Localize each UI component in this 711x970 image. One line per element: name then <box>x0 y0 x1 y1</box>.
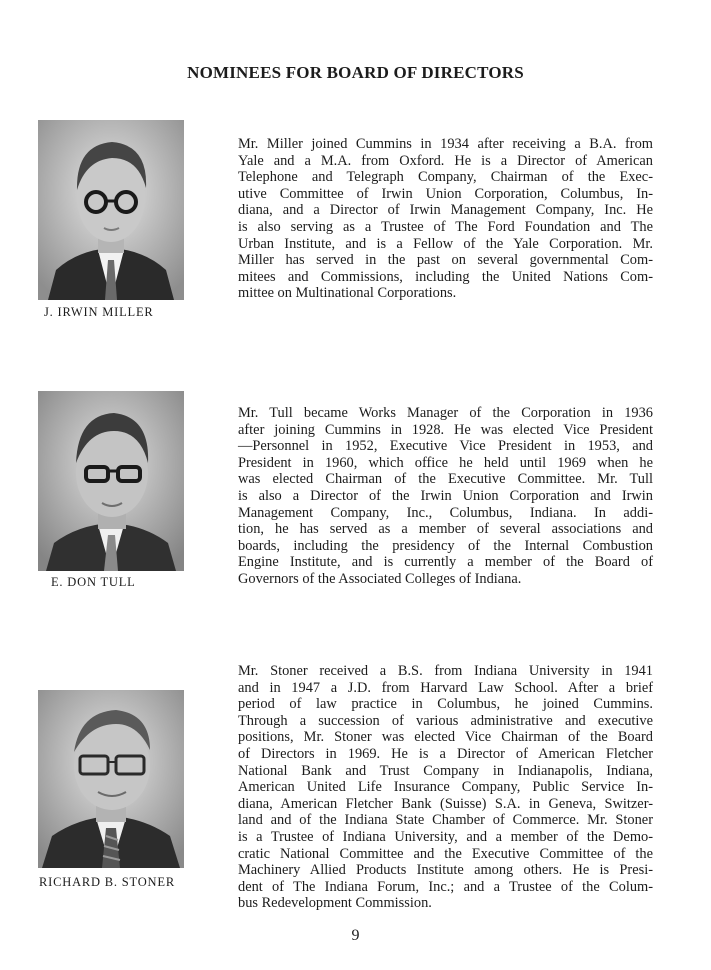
bio-line: mittee on Multinational Corporations. <box>238 285 457 302</box>
bio-line: Miller has served in the past on several governmental Com- <box>238 252 653 269</box>
bio-line: Urban Institute, and is a Fellow of the Yale Corporation. Mr. <box>238 235 653 252</box>
bio-line: Mr. Tull became Works Manager of the Corporation in 1936 <box>238 405 653 421</box>
nominee-bio <box>238 405 653 588</box>
bio-line: National Bank and Trust Company in Indianapolis, Indiana, <box>238 762 653 779</box>
portrait-photo <box>38 391 184 571</box>
page-number: 9 <box>351 927 360 944</box>
bio-line: dent of The Indiana Forum, Inc.; and a Trustee of the Colum- <box>238 878 653 895</box>
nominee-bio <box>238 663 653 912</box>
bio-line: was elected Chairman of the Executive Committee. Mr. Tull <box>238 471 653 488</box>
bio-line: diana, and a Director of Irwin Management Company, Inc. He <box>238 202 653 219</box>
page-title: NOMINEES FOR BOARD OF DIRECTORS <box>187 63 524 82</box>
nominee-bio <box>238 136 653 302</box>
bio-line: utive Committee of Irwin Union Corporation, Columbus, In- <box>238 185 653 202</box>
bio-line: Telephone and Telegraph Company, Chairman of the Exec- <box>238 169 653 186</box>
bio-line: diana, American Fletcher Bank (Suisse) S.A. in Geneva, Switzer- <box>238 795 653 812</box>
bio-line: is also serving as a Trustee of The Ford Foundation and The <box>238 218 653 235</box>
bio-line: is also a Director of the Irwin Union Corporation and Irwin <box>238 487 653 504</box>
nominee-name: E. DON TULL <box>51 575 136 589</box>
bio-line: mitees and Commissions, including the United Nations Com- <box>238 268 653 285</box>
portrait-photo-icon <box>38 391 184 571</box>
bio-line: of Directors in 1969. He is a Director of American Fletcher <box>238 745 653 762</box>
bio-line: bus Redevelopment Commission. <box>238 895 432 912</box>
bio-line: boards, including the presidency of the Internal Combustion <box>238 537 653 554</box>
nominee-name: RICHARD B. STONER <box>39 875 175 889</box>
bio-line: President in 1960, which office he held until 1969 when he <box>238 454 653 471</box>
bio-line: Through a succession of various administrative and executive <box>238 712 653 729</box>
bio-line: period of law practice in Columbus, he joined Cummins. <box>238 696 653 713</box>
bio-line: American United Life Insurance Company, Public Service In- <box>238 779 653 796</box>
portrait-photo <box>38 690 184 868</box>
bio-line: Engine Institute, and is currently a member of the Board of <box>238 554 653 571</box>
bio-line: Machinery Allied Products Institute among others. He is Presi- <box>238 862 653 879</box>
bio-line: after joining Cummins in 1928. He was elected Vice President <box>238 421 653 438</box>
bio-line: Mr. Stoner received a B.S. from Indiana University in 1941 <box>238 663 653 679</box>
bio-line: Mr. Miller joined Cummins in 1934 after receiving a B.A. from <box>238 136 653 152</box>
bio-line: Yale and a M.A. from Oxford. He is a Director of American <box>238 152 653 169</box>
bio-line: tion, he has served as a member of several associations and <box>238 521 653 538</box>
nominee-name: J. IRWIN MILLER <box>44 305 154 319</box>
bio-line: positions, Mr. Stoner was elected Vice Chairman of the Board <box>238 729 653 746</box>
bio-line: —Personnel in 1952, Executive Vice President in 1953, and <box>238 438 653 455</box>
portrait-photo-icon <box>38 120 184 300</box>
bio-line: is a Trustee of Indiana University, and a member of the Demo- <box>238 828 653 845</box>
bio-line: Governors of the Associated Colleges of Indiana. <box>238 570 522 587</box>
bio-line: and in 1947 a J.D. from Harvard Law School. After a brief <box>238 679 653 696</box>
portrait-photo-icon <box>38 690 184 868</box>
bio-line: Management Company, Inc., Columbus, Indiana. In addi- <box>238 504 653 521</box>
portrait-photo <box>38 120 184 300</box>
bio-line: land and of the Indiana State Chamber of Commerce. Mr. Stoner <box>238 812 653 829</box>
bio-line: cratic National Committee and the Executive Committee of the <box>238 845 653 862</box>
